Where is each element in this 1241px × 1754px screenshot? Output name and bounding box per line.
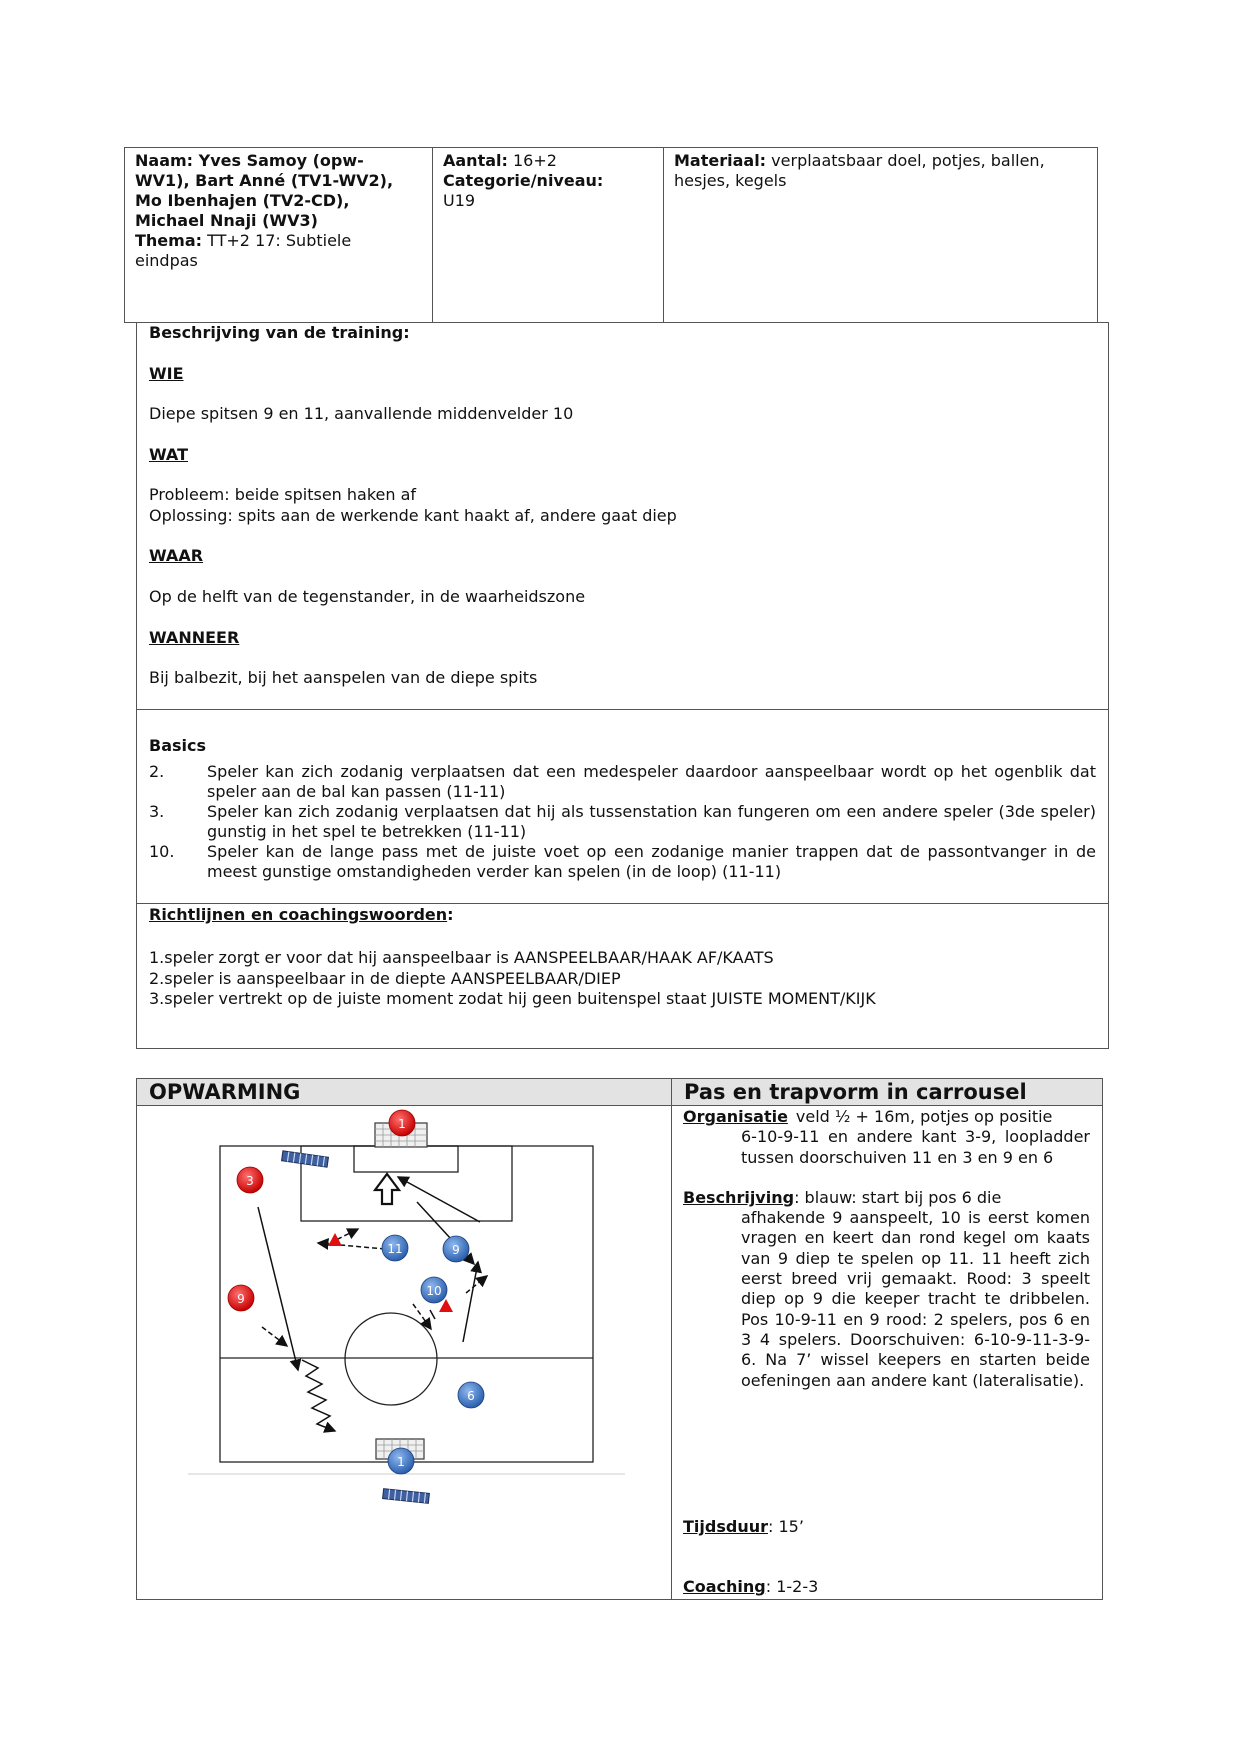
duration-value: : 15’	[767, 1517, 804, 1536]
item-text: Speler kan de lange pass met de juiste voet op een zodanige manier trappen dat de passontvanger in de meest gunstige omstandigheden verder kan spelen (in de loop) (11-11)	[207, 842, 1096, 881]
wanneer-text: Bij balbezit, bij het aanspelen van de diepe spits	[149, 668, 538, 687]
basics-title: Basics	[149, 736, 207, 755]
ladder-icon	[282, 1151, 329, 1167]
pitch-outline	[220, 1146, 593, 1462]
item-number: 2.	[149, 762, 165, 781]
theme-value-cont: eindpas	[135, 251, 198, 270]
player-number: 9	[237, 1292, 245, 1306]
organisation-text-first: veld ½ + 16m, potjes op positie	[795, 1107, 1053, 1126]
item-number: 10.	[149, 842, 175, 861]
theme-value: TT+2 17: Subtiele	[207, 231, 352, 250]
guidelines-title-colon: :	[447, 905, 454, 924]
player-number: 10	[426, 1284, 442, 1298]
field-diagram	[180, 1106, 630, 1506]
player-blue-11	[382, 1235, 408, 1261]
player-number: 9	[452, 1243, 460, 1257]
player-red-1	[389, 1110, 415, 1136]
list-item	[149, 762, 1096, 802]
description-text: afhakende 9 aanspeelt, 10 is eerst komen vragen en keert dan rond kegel om kaats van 9 diep te spelen op 11. 11 heeft zich eerst breed vrij gemaakt. Rood: 3 speelt diep op 9 die keeper tracht te dribbelen. Pos 10-9-11 en 9 rood: 2 spelers, pos 6 en 3 4 spelers. Doorschuiven: 6-10-9-11-3-9-6. Na 7’ wissel keepers en starten beide oefeningen aan andere kant (lateralisatie).	[741, 1208, 1090, 1390]
author-line: Naam: Yves Samoy (opw-	[135, 151, 364, 170]
coaching-value: : 1-2-3	[765, 1577, 819, 1596]
list-item	[149, 802, 1096, 842]
material-value-cont: hesjes, kegels	[674, 171, 787, 190]
author-line: WV1), Bart Anné (TV1-WV2),	[135, 171, 394, 190]
basics-divider	[136, 709, 1109, 710]
header-name-cell	[124, 147, 433, 323]
warmup-exercise-title: Pas en trapvorm in carrousel	[671, 1078, 1103, 1106]
ladder-icon	[383, 1489, 430, 1504]
warmup-column-divider	[671, 1106, 672, 1600]
wie-text: Diepe spitsen 9 en 11, aanvallende middenvelder 10	[149, 404, 574, 423]
player-blue-1	[388, 1448, 414, 1474]
goal-direction-icon	[375, 1174, 399, 1204]
item-number: 3.	[149, 802, 165, 821]
center-circle	[345, 1313, 437, 1405]
description-title: Beschrijving van de training:	[149, 323, 410, 342]
duration-label: Tijdsduur	[683, 1517, 768, 1536]
guideline-line: 1.speler zorgt er voor dat hij aanspeelbaar is AANSPEELBAAR/HAAK AF/KAATS	[149, 948, 774, 967]
description-text-first: : blauw: start bij pos 6 die	[794, 1187, 1002, 1207]
item-text: Speler kan zich zodanig verplaatsen dat een medespeler daardoor aanspeelbaar wordt op het ogenblik dat speler aan de bal kan passen (11-11)	[207, 762, 1096, 801]
warmup-section-title: OPWARMING	[136, 1078, 672, 1106]
organisation-label: Organisatie	[683, 1107, 788, 1126]
player-red-3	[237, 1167, 263, 1193]
material-value: verplaatsbaar doel, potjes, ballen,	[771, 151, 1045, 170]
theme-label: Thema:	[135, 231, 203, 250]
wat-text-solution: Oplossing: spits aan de werkende kant haakt af, andere gaat diep	[149, 506, 677, 525]
wat-heading: WAT	[149, 445, 188, 464]
wat-text-problem: Probleem: beide spitsen haken af	[149, 485, 417, 504]
player-number: 3	[246, 1174, 254, 1188]
category-value: U19	[443, 191, 476, 210]
coaching-row	[683, 1577, 818, 1597]
player-blue-9	[443, 1236, 469, 1262]
wanneer-heading: WANNEER	[149, 628, 240, 647]
author-line: Michael Nnaji (WV3)	[135, 211, 318, 230]
goal-area	[354, 1146, 458, 1172]
warmup-details	[683, 1107, 1090, 1391]
organisation-text: 6-10-9-11 en andere kant 3-9, loopladder tussen doorschuiven 11 en 3 en 9 en 6	[741, 1127, 1090, 1167]
cone-icon	[328, 1233, 342, 1246]
item-text: Speler kan zich zodanig verplaatsen dat hij als tussenstation kan fungeren om een andere speler (3de speler) gunstig in het spel te betrekken (11-11)	[207, 802, 1096, 841]
list-item	[149, 842, 1096, 882]
coaching-label: Coaching	[683, 1577, 766, 1596]
description-label: Beschrijving	[683, 1187, 795, 1207]
wie-heading: WIE	[149, 364, 184, 383]
waar-heading: WAAR	[149, 546, 204, 565]
count-value: 16+2	[513, 151, 557, 170]
guidelines-title-text: Richtlijnen en coachingswoorden	[149, 905, 448, 924]
player-blue-10	[421, 1277, 447, 1303]
guideline-line: 3.speler vertrekt op de juiste moment zodat hij geen buitenspel staat JUISTE MOMENT/KIJK	[149, 989, 876, 1008]
player-red-9	[228, 1285, 254, 1311]
player-number: 1	[397, 1455, 405, 1469]
header-material-cell	[663, 147, 1098, 323]
player-number: 1	[398, 1117, 406, 1131]
category-label: Categorie/niveau:	[443, 171, 604, 190]
basics-list	[149, 762, 1096, 882]
guideline-line: 2.speler is aanspeelbaar in de diepte AANSPEELBAAR/DIEP	[149, 969, 621, 988]
material-label: Materiaal:	[674, 151, 767, 170]
duration-row	[683, 1517, 804, 1537]
player-number: 6	[467, 1389, 475, 1403]
count-label: Aantal:	[443, 151, 508, 170]
waar-text: Op de helft van de tegenstander, in de waarheidszone	[149, 587, 586, 606]
player-number: 11	[387, 1242, 403, 1256]
guidelines-title	[149, 905, 454, 925]
author-line: Mo Ibenhajen (TV2-CD),	[135, 191, 350, 210]
penalty-area	[301, 1146, 512, 1221]
header-count-cell	[432, 147, 664, 323]
player-blue-6	[458, 1382, 484, 1408]
